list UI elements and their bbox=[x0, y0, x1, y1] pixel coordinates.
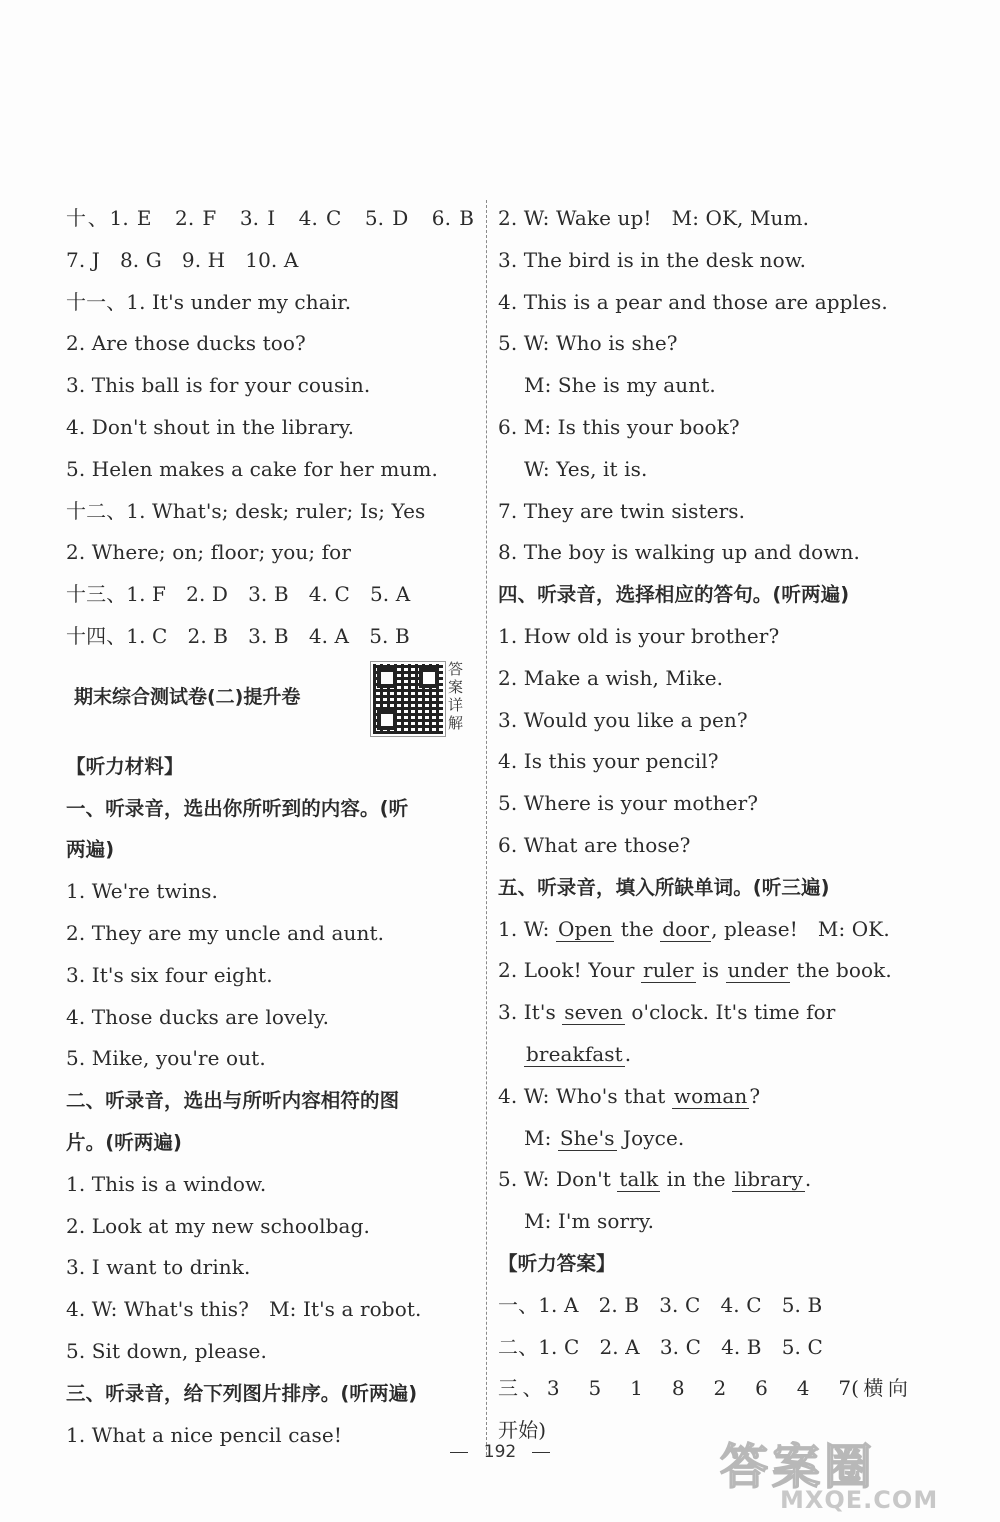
answer-line: 5. Helen makes a cake for her mum. bbox=[66, 456, 438, 481]
left-column bbox=[66, 198, 474, 1456]
answer-line: 3. Would you like a pen? bbox=[498, 707, 748, 732]
fill-in-answers bbox=[498, 909, 908, 1243]
answer-line: 2. Are those ducks too? bbox=[66, 331, 306, 356]
answer-line: 2. Where; on; floor; you; for bbox=[66, 540, 351, 565]
answer-word: under bbox=[727, 958, 789, 983]
answer-line: 5. Sit down, please. bbox=[66, 1338, 267, 1363]
listening-material-list bbox=[66, 746, 474, 1457]
answer-line: 开始) bbox=[498, 1418, 547, 1443]
answer-line: 2. W: Wake up! M: OK, Mum. bbox=[498, 206, 810, 230]
answer-line: 3. It's six four eight. bbox=[66, 962, 273, 987]
answer-line: 6. M: Is this your book? bbox=[498, 414, 740, 439]
listening-answers-list bbox=[498, 1243, 908, 1452]
answer-line: 1. This is a window. bbox=[66, 1171, 267, 1196]
watermark-logo-text: 答案圈 bbox=[720, 1439, 877, 1495]
section-heading: 一、听录音，选出你所听到的内容。(听 bbox=[66, 796, 409, 820]
answer-line: 5. W: Who is she? bbox=[498, 331, 678, 356]
site-watermark bbox=[720, 1428, 990, 1518]
answer-line: 一、1. A 2. B 3. C 4. C 5. B bbox=[498, 1292, 823, 1317]
answer-word: breakfast bbox=[526, 1041, 623, 1066]
section-heading: 三、听录音，给下列图片排序。(听两遍) bbox=[66, 1381, 418, 1405]
answer-line: 4. W: What's this? M: It's a robot. bbox=[66, 1297, 422, 1322]
answer-word: She's bbox=[559, 1125, 615, 1150]
fill-line-3: 3. It's seven o'clock. It's time for bbox=[498, 1000, 836, 1025]
column-divider bbox=[486, 200, 487, 1455]
answer-word: door bbox=[662, 916, 710, 941]
answer-line: 3. This ball is for your cousin. bbox=[66, 373, 371, 398]
answer-line: 3. The bird is in the desk now. bbox=[498, 247, 807, 272]
answer-line: 1. What a nice pencil case! bbox=[66, 1422, 342, 1447]
answer-line: 6. What are those? bbox=[498, 832, 691, 857]
answer-line: W: Yes, it is. bbox=[524, 456, 648, 481]
answer-line: 4. This is a pear and those are apples. bbox=[498, 289, 888, 314]
section-heading: 五、听录音，填入所缺单词。(听三遍) bbox=[498, 875, 830, 899]
answer-line: 5. Mike, you're out. bbox=[66, 1046, 266, 1071]
answer-line: 8. The boy is walking up and down. bbox=[498, 540, 860, 565]
section-header bbox=[66, 660, 474, 744]
answer-line: 十二、1. What's; desk; ruler; Is; Yes bbox=[66, 498, 426, 523]
fill-line-2: 2. Look! Your ruler is under the book. bbox=[498, 958, 892, 983]
page-number: 192 bbox=[0, 1442, 1000, 1462]
answer-word: library bbox=[734, 1167, 803, 1192]
section-heading: 四、听录音，选择相应的答句。(听两遍) bbox=[498, 583, 850, 607]
section-title: 期末综合测试卷(二)提升卷 bbox=[74, 685, 301, 708]
watermark-domain: MXQE.COM bbox=[780, 1486, 939, 1514]
qr-label: 答案详解 bbox=[448, 659, 464, 732]
fill-line-6: M: She's Joyce. bbox=[524, 1125, 685, 1150]
answer-line: 4. Don't shout in the library. bbox=[66, 414, 355, 439]
answer-key-list bbox=[66, 198, 474, 658]
answer-line: 十三、1. F 2. D 3. B 4. C 5. A bbox=[66, 582, 411, 607]
qr-code-icon[interactable] bbox=[371, 662, 445, 736]
section-heading: 【听力答案】 bbox=[498, 1251, 616, 1275]
answer-line: 1. We're twins. bbox=[66, 879, 219, 904]
answer-line: 2. Make a wish, Mike. bbox=[498, 665, 724, 690]
answer-line: 7. J 8. G 9. H 10. A bbox=[66, 247, 299, 272]
answer-word: Open bbox=[557, 916, 613, 941]
answer-line: 4. Those ducks are lovely. bbox=[66, 1004, 330, 1029]
fill-line-7: 5. W: Don't talk in the library . bbox=[498, 1167, 812, 1192]
fill-line-1: 1. W: Open the door , please! M: OK. bbox=[498, 916, 890, 941]
fill-line-4: breakfast . bbox=[526, 1041, 632, 1066]
answer-line: 十四、1. C 2. B 3. B 4. A 5. B bbox=[66, 623, 410, 648]
answer-line: 十、1. E 2. F 3. I 4. C 5. D 6. B bbox=[66, 206, 474, 230]
section-heading: 【听力材料】 bbox=[66, 754, 184, 778]
answer-line: 二、1. C 2. A 3. C 4. B 5. C bbox=[498, 1334, 823, 1359]
fill-line-8: M: I'm sorry. bbox=[524, 1209, 655, 1234]
answer-line: M: She is my aunt. bbox=[524, 373, 716, 398]
answer-line: 十一、1. It's under my chair. bbox=[66, 289, 352, 314]
answer-line: 1. How old is your brother? bbox=[498, 623, 780, 648]
answer-line: 三、3 5 1 8 2 6 4 7(横向 bbox=[498, 1376, 908, 1401]
answer-line: 4. Is this your pencil? bbox=[498, 749, 719, 774]
section-heading: 二、听录音，选出与所听内容相符的图 bbox=[66, 1089, 400, 1113]
answer-line: 2. They are my uncle and aunt. bbox=[66, 920, 385, 945]
right-column bbox=[498, 198, 908, 1452]
section-heading: 两遍) bbox=[66, 838, 115, 862]
section-heading: 片。(听两遍) bbox=[66, 1130, 183, 1154]
answer-word: ruler bbox=[643, 958, 694, 983]
answer-word: woman bbox=[673, 1083, 748, 1108]
fill-line-5: 4. W: Who's that woman ? bbox=[498, 1083, 761, 1108]
answer-word: seven bbox=[564, 1000, 623, 1025]
answer-line: 5. Where is your mother? bbox=[498, 791, 759, 816]
listening-material-continued bbox=[498, 198, 908, 909]
answer-word: talk bbox=[619, 1167, 659, 1192]
answer-line: 2. Look at my new schoolbag. bbox=[66, 1213, 370, 1238]
answer-line: 7. They are twin sisters. bbox=[498, 498, 746, 523]
answer-line: 3. I want to drink. bbox=[66, 1255, 251, 1280]
